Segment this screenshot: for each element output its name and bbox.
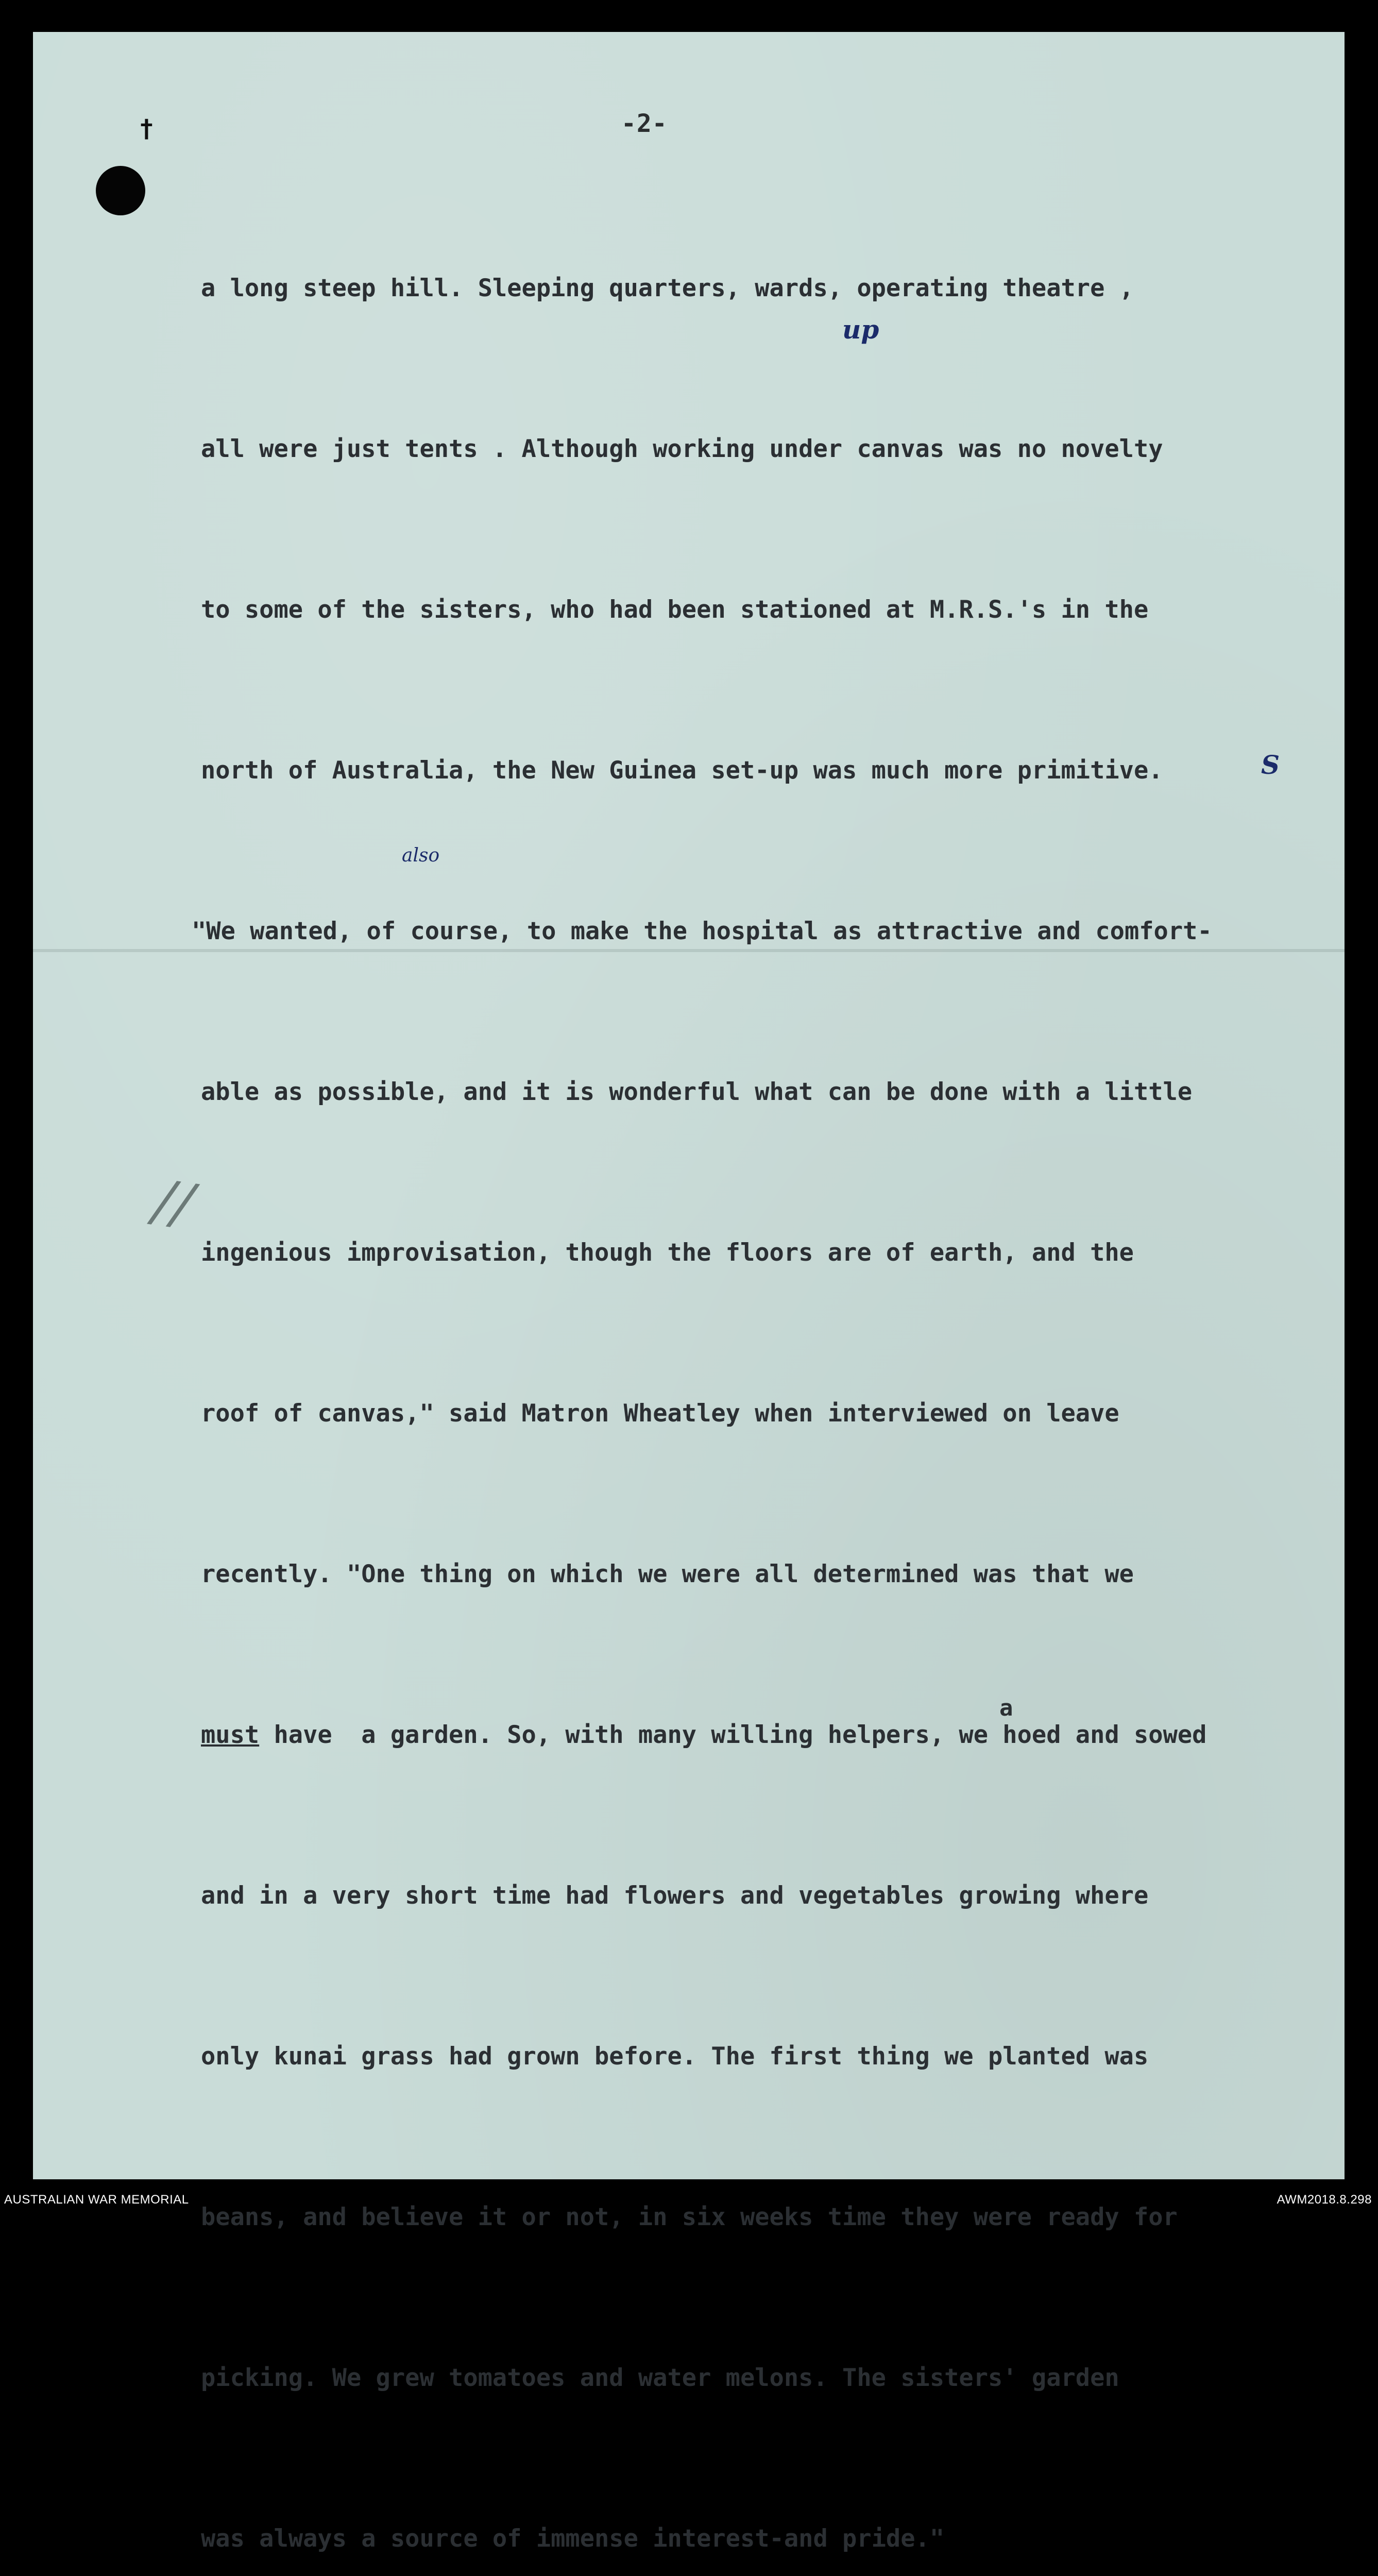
- text-line: and in a very short time had flowers and vegetables growing where: [201, 1882, 1149, 1910]
- archive-reference: AWM2018.8.298: [1277, 2193, 1372, 2207]
- text-line: ingenious improvisation, though the floors are of earth, and the: [201, 1239, 1134, 1267]
- text-line: was always a source of immense interest-and pride.": [201, 2524, 945, 2553]
- punch-hole: [96, 166, 145, 215]
- archive-credit: AUSTRALIAN WAR MEMORIAL: [4, 2193, 189, 2207]
- text-line: picking. We grew tomatoes and water melons. The sisters' garden: [201, 2364, 1119, 2392]
- text-line: recently. "One thing on which we were all determined was that we: [201, 1560, 1134, 1588]
- text-line: a long steep hill. Sleeping quarters, wards, operating theatre ,: [201, 274, 1134, 302]
- typed-insertion-a: a: [999, 1695, 1013, 1721]
- text-line: only kunai grass had grown before. The first thing we planted was: [201, 2042, 1149, 2071]
- text-line: beans, and believe it or not, in six weeks time they were ready for: [201, 2203, 1178, 2231]
- underlined-word: must: [201, 1721, 260, 1749]
- handwritten-correction-s: S: [1261, 750, 1280, 780]
- text-line: "We wanted, of course, to make the hospital as attractive and comfort-: [192, 917, 1212, 945]
- page-number: -2-: [621, 109, 668, 138]
- handwritten-correction-also: also: [402, 845, 440, 866]
- typed-body-text: [192, 155, 1350, 2576]
- text-line-with-underline: [201, 1708, 1350, 1762]
- pin-mark: †: [139, 114, 154, 143]
- text-line: north of Australia, the New Guinea set-up was much more primitive.: [201, 756, 1163, 785]
- text-line: able as possible, and it is wonderful what can be done with a little: [201, 1078, 1193, 1106]
- text-line-rest: have a garden. So, with many willing helpers, we hoed and sowed: [274, 1721, 1207, 1749]
- text-line: roof of canvas," said Matron Wheatley when interviewed on leave: [201, 1399, 1119, 1428]
- margin-pencil-mark: //: [150, 1167, 197, 1238]
- handwritten-correction-up: up: [842, 314, 879, 345]
- text-line: all were just tents . Although working under canvas was no novelty: [201, 435, 1163, 463]
- text-line: to some of the sisters, who had been stationed at M.R.S.'s in the: [201, 596, 1149, 624]
